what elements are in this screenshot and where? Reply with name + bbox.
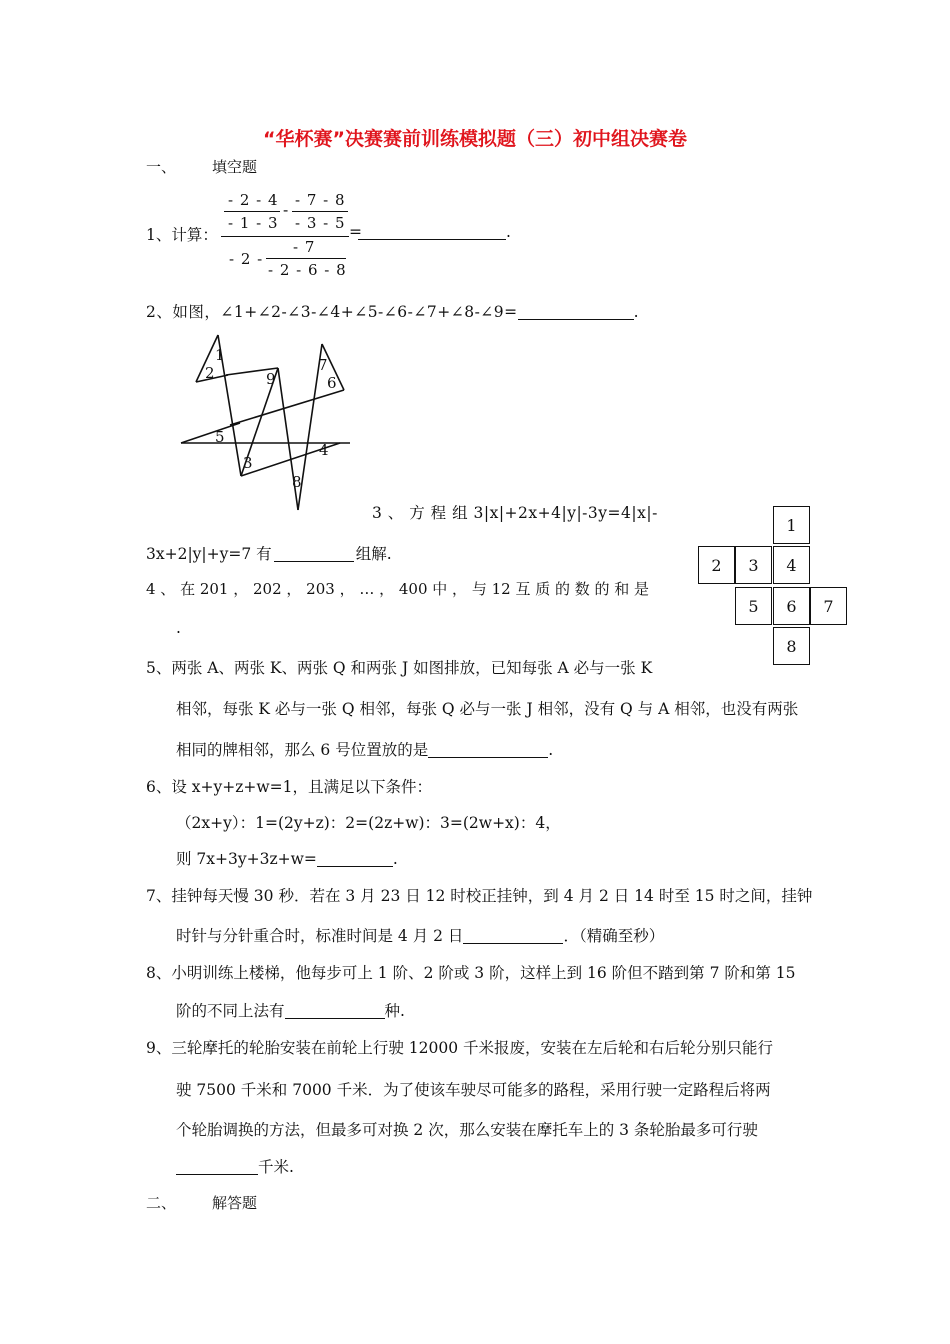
grid-cell-7: 7 [810,587,847,625]
question-7-line-2 [176,924,664,946]
angles-figure [170,330,360,520]
q1-fraction-bar-2 [292,211,348,212]
q5-line-1: 5、两张 A、两张 K、两张 Q 和两张 J 如图排放，已知每张 A 必与一张 K [146,659,653,677]
q6-period: . [392,850,398,868]
section-heading: 填空题 [212,158,258,176]
grid-cell-3: 3 [735,546,772,584]
section-number: 一、 [146,158,177,176]
q1-equals: = [349,223,362,241]
grid-cell-5: 5 [735,587,772,625]
figure-label-9: 9 [266,370,276,388]
q5-line-3a: 相同的牌相邻，那么 6 号位置放的是 [176,741,429,759]
q3-line-2b: 组解. [355,545,392,563]
figure-label-4: 4 [319,441,329,459]
figure-label-3: 3 [243,454,253,472]
q6-line-3a: 则 7x+3y+3z+w= [176,850,317,868]
q1-denominator-1: - 1 - 3 [228,214,279,232]
q1-denominator-2: - 3 - 5 [295,214,346,232]
figure-label-1: 1 [215,346,225,364]
q2-period: . [633,303,640,321]
q1-numerator-1: - 2 - 4 [228,191,279,209]
question-9-line-4 [176,1155,294,1177]
question-8-line-2 [176,999,405,1021]
figure-label-5: 5 [215,428,225,446]
q8-answer-blank [285,1004,385,1019]
q8-line-2b: 种. [384,1002,405,1020]
figure-label-6: 6 [327,374,337,392]
question-6-line-3 [176,847,398,869]
grid-cell-8: 8 [773,627,810,665]
q1-minus: - [283,201,289,219]
grid-cell-2: 2 [698,546,735,584]
q7-line-1: 7、挂钟每天慢 30 秒．若在 3 月 23 日 12 时校正挂钟，到 4 月 2 日 14 时至 15 时之间，挂钟 [146,887,813,905]
q9-line-4: 千米. [258,1158,294,1176]
q1-lower-left: - 2 - [229,250,264,268]
grid-cell-1: 1 [773,506,810,544]
question-5-line-3 [176,738,553,760]
q9-line-2: 驶 7500 千米和 7000 千米．为了使该车驶尽可能多的路程，采用行驶一定路程后将两 [176,1081,771,1099]
q7-answer-blank [463,929,563,944]
q7-line-2b: ．（精确至秒） [563,927,665,945]
q1-main-fraction-bar [221,236,349,237]
q1-numerator-2: - 7 - 8 [295,191,346,209]
q1-prefix: 1、计算： [146,226,218,244]
q6-answer-blank [317,852,393,867]
q7-line-2a: 时针与分针重合时，标准时间是 4 月 2 日 [176,927,464,945]
figure-label-2: 2 [205,364,215,382]
q5-period: . [548,741,554,759]
q1-lower-numerator: - 7 [293,238,316,256]
q6-line-2: （2x+y）：1=(2y+z)：2=(2z+w)：3=(2w+x)：4， [176,814,561,832]
q1-lower-fraction-bar [266,258,346,259]
q3-answer-blank [274,547,354,562]
q9-line-1: 9、三轮摩托的轮胎安装在前轮上行驶 12000 千米报废，安装在左后轮和右后轮分别只能行 [146,1039,774,1057]
q4-line-2: . [176,619,181,637]
q6-line-1: 6、设 x+y+z+w=1，且满足以下条件： [146,778,433,796]
q2-text: 2、如图，∠1+∠2-∠3-∠4+∠5-∠6-∠7+∠8-∠9= [146,303,518,321]
q8-line-1: 8、小明训练上楼梯，他每步可上 1 阶、2 阶或 3 阶，这样上到 16 阶但不踏到第 7 阶和第 15 [146,964,796,982]
section-number-2: 二、 [146,1194,177,1212]
grid-cell-4: 4 [773,546,810,584]
grid-cell-6: 6 [773,587,810,625]
q4-line-1: 4 、 在 201 ， 202 ， 203 ， … ， 400 中 ， 与 12 互 质 的 数 的 和 是 [146,580,650,598]
q5-answer-blank [428,743,548,758]
q1-lower-denominator: - 2 - 6 - 8 [268,261,347,279]
q9-answer-blank [176,1160,258,1175]
question-2 [146,300,639,322]
q9-line-3: 个轮胎调换的方法，但最多可对换 2 次，那么安装在摩托车上的 3 条轮胎最多可行驶 [176,1121,758,1139]
figure-label-7: 7 [318,356,328,374]
q3-line-2a: 3x+2|y|+y=7 有 [146,545,272,563]
question-3-cont [146,542,392,564]
q2-answer-blank [518,305,634,320]
q3-line-1: 3 、 方 程 组 3|x|+2x+4|y|-3y=4|x|- [372,504,658,522]
q1-answer-blank [358,225,506,240]
q8-line-2a: 阶的不同上法有 [176,1002,285,1020]
section-heading-2: 解答题 [212,1194,258,1212]
q1-period: . [506,223,511,241]
q1-fraction-bar-1 [224,211,280,212]
figure-label-8: 8 [292,473,302,491]
q5-line-2: 相邻，每张 K 必与一张 Q 相邻，每张 Q 必与一张 J 相邻，没有 Q 与 A 相邻，也没有两张 [176,700,799,718]
page-title: “华杯赛”决赛赛前训练模拟题（三）初中组决赛卷 [263,128,687,150]
